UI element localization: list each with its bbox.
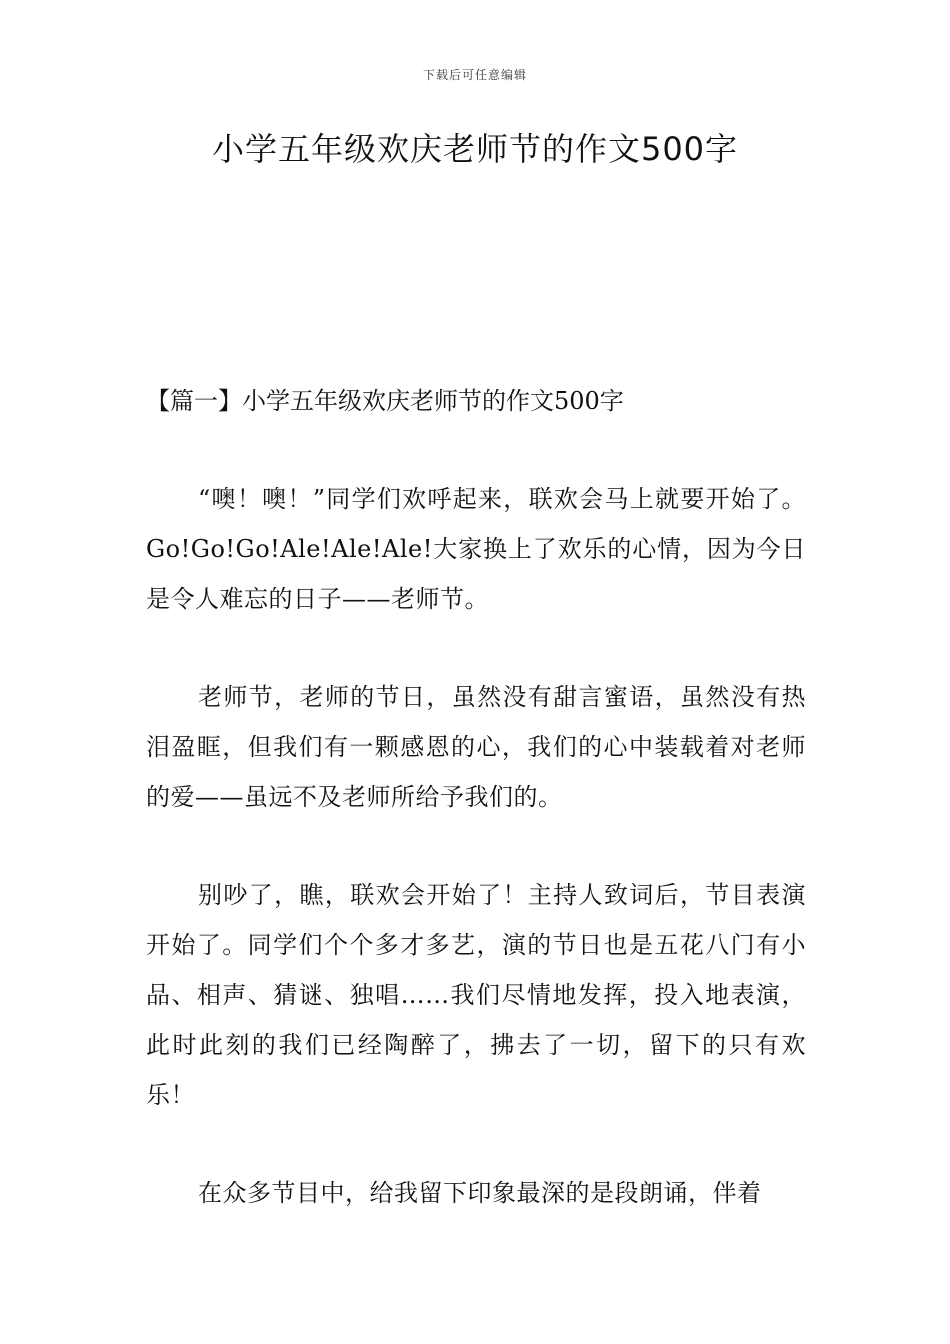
paragraph-2: 老师节，老师的节日，虽然没有甜言蜜语，虽然没有热泪盈眶，但我们有一颗感恩的心，我们的心中装载着对老师的爱——虽远不及老师所给予我们的。 <box>146 683 806 811</box>
document-title: 小学五年级欢庆老师节的作文500字 <box>211 130 739 168</box>
paragraph-1: “噢！噢！”同学们欢呼起来，联欢会马上就要开始了。Go!Go!Go!Ale!Ale!Ale!大家换上了欢乐的心情，因为今日是令人难忘的日子——老师节。 <box>146 485 806 613</box>
section-heading: 【篇一】小学五年级欢庆老师节的作文500字 <box>146 387 624 415</box>
header-note: 下载后可任意编辑 <box>422 68 527 82</box>
paragraph-4: 在众多节目中，给我留下印象最深的是段朗诵，伴着 <box>198 1179 762 1207</box>
paragraph-3: 别吵了，瞧，联欢会开始了！主持人致词后，节目表演开始了。同学们个个多才多艺，演的节日也是五花八门有小品、相声、猜谜、独唱……我们尽情地发挥，投入地表演，此时此刻的我们已经陶醉了，拂去了一切，留下的只有欢乐！ <box>146 881 806 1109</box>
